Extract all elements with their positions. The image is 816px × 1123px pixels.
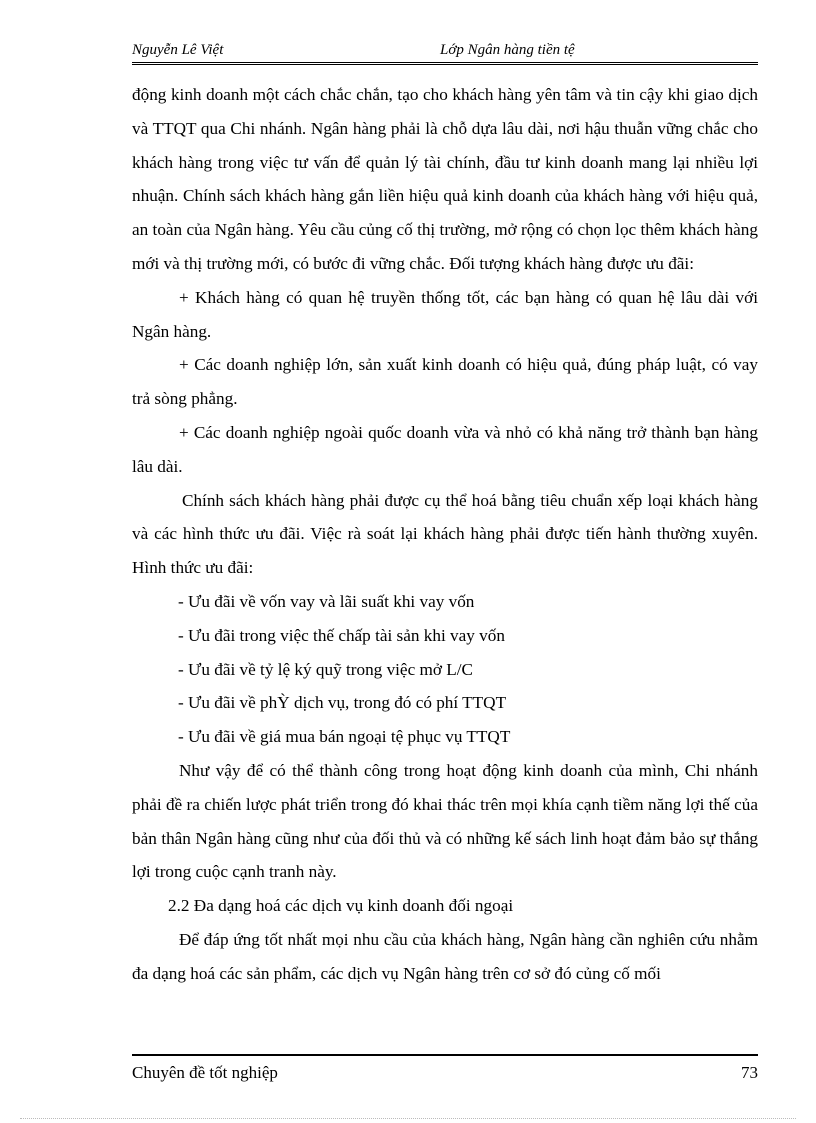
header-class-name: Lớp Ngân hàng tiền tệ (440, 42, 575, 58)
bullet-item: - Ưu đãi về phỲ dịch vụ, trong đó có phí TTQT (178, 693, 507, 713)
section-heading: 2.2 Đa dạng hoá các dịch vụ kinh doanh đối ngoại (168, 896, 514, 916)
paragraph-7: Để đáp ứng tốt nhất mọi nhu cầu của khách hàng, Ngân hàng cần nghiên cứu nhằm đa dạng hoá các sản phẩm, các dịch vụ Ngân hàng trên cơ sở đó củng cố mối (132, 929, 758, 983)
paragraph-2: + Khách hàng có quan hệ truyền thống tốt, các bạn hàng có quan hệ lâu dài với Ngân hàng. (132, 287, 758, 341)
paragraph-3: + Các doanh nghiệp lớn, sản xuất kinh doanh có hiệu quả, đúng pháp luật, có vay trả sòng phẳng. (132, 355, 758, 409)
paragraph-6: Như vậy để có thể thành công trong hoạt động kinh doanh của mình, Chi nhánh phải đề ra chiến lược phát triển trong đó khai thác trên mọi khía cạnh tiềm năng lợi thế của bản thân Ngân hàng cũng như của đối thủ và có những kế sách linh hoạt đảm bảo sự thắng lợi trong cuộc cạnh tranh này. (132, 760, 758, 882)
header-author: Nguyễn Lê Việt (132, 42, 224, 58)
bullet-item: - Ưu đãi về tỷ lệ ký quỹ trong việc mở L/C (178, 659, 473, 679)
paragraph-1: động kinh doanh một cách chắc chắn, tạo cho khách hàng yên tâm và tin cậy khi giao dịch và TTQT qua Chi nhánh. Ngân hàng phải là chỗ dựa lâu dài, nơi hậu thuẫn vững chắc cho khách hàng trong việc tư vấn để quản lý tài chính, đầu tư kinh doanh mang lại nhiều lợi nhuận. Chính sách khách hàng gắn liền hiệu quả kinh doanh của khách hàng với hiệu quả, an toàn của Ngân hàng. Yêu cầu củng cố thị trường, mở rộng có chọn lọc thêm khách hàng mới và thị trường mới, có bước đi vững chắc. Đối tượng khách hàng được ưu đãi: (132, 85, 758, 273)
paragraph-4: + Các doanh nghiệp ngoài quốc doanh vừa và nhỏ có khả năng trở thành bạn hàng lâu dài. (132, 422, 758, 476)
page-edge-divider (20, 1118, 796, 1119)
page-header (132, 40, 758, 65)
footer-rule (132, 1054, 758, 1056)
bullet-item: - Ưu đãi về giá mua bán ngoại tệ phục vụ TTQT (178, 727, 511, 747)
page-body (132, 78, 758, 991)
paragraph-5: Chính sách khách hàng phải được cụ thể hoá bằng tiêu chuẩn xếp loại khách hàng và các hình thức ưu đãi. Việc rà soát lại khách hàng phải được tiến hành thường xuyên. Hình thức ưu đãi: (132, 490, 758, 578)
footer-label: Chuyên đề tốt nghiệp (132, 1063, 278, 1082)
page-number: 73 (741, 1063, 758, 1082)
bullet-item: - Ưu đãi trong việc thế chấp tài sản khi vay vốn (178, 625, 505, 645)
bullet-item: - Ưu đãi về vốn vay và lãi suất khi vay vốn (178, 591, 475, 611)
